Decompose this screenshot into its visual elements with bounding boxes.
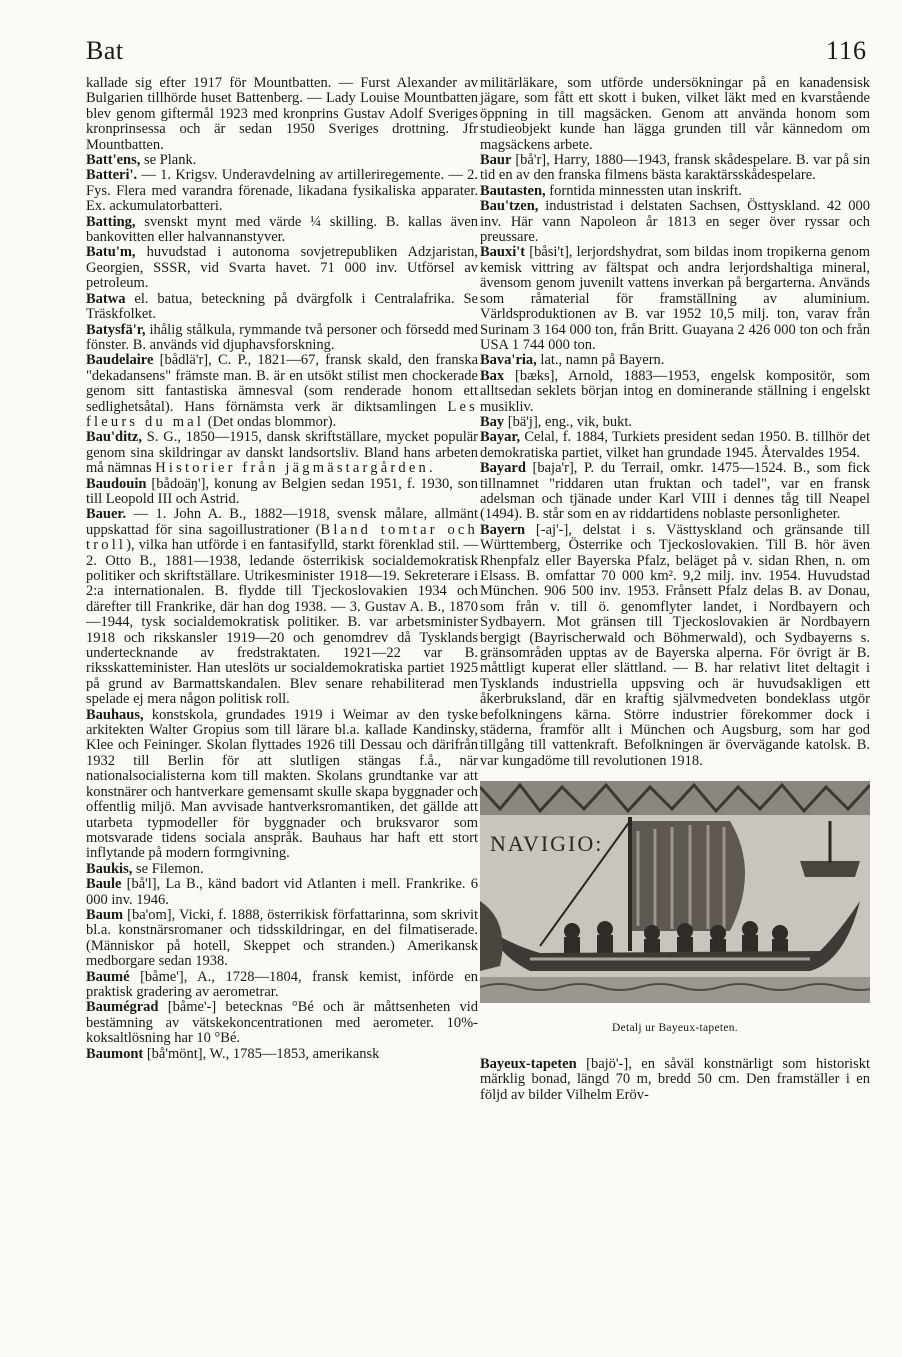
entry-text: se Filemon. [132,860,204,877]
entry-headword: Baum [86,906,124,923]
ship-sail [630,821,745,931]
bayeux-tapestry-figure [480,781,870,1036]
entry-text: el. batua, beteckning på dvärgfolk i Centralafrika. Se Träskfolket. [86,290,478,323]
dictionary-entry [86,323,478,354]
entry-text-after: . [428,460,433,477]
dictionary-entry [86,862,478,877]
entry-headword: Bay [480,413,505,430]
entry-spaced-title: Historier från jägmästargården [155,460,429,477]
right-column [480,76,870,1103]
entry-text: lat., namn på Bayern. [536,352,665,369]
entry-text: Celal, f. 1884, Turkiets president sedan 1950. B. tillhör det demokratiska partiet, vilket han grundade 1945. Återvaldes 1954. [480,429,870,461]
dictionary-entry [480,523,870,770]
dictionary-entry [480,369,870,415]
dictionary-entry [86,1047,478,1062]
entry-headword: Bax [480,367,505,384]
entry-text: industristad i delstaten Sachsen, Östtyskland. 42 000 inv. Här vann Napoleon år 1813 en seger över ryssar och preussare. [480,198,870,246]
right-column-entries [480,76,870,769]
tapestry-inscription: NAVIGIO: [490,831,604,857]
dictionary-entry [480,353,870,368]
dictionary-entry [86,1000,478,1046]
entry-text: [bå'r], Harry, 1880—1943, fransk skådespelare. B. var på sin tid en av den franska filmens bästa karaktärsskådespelare. [480,152,870,184]
dictionary-entry [480,184,870,199]
entry-headword: Bauhaus, [86,706,144,723]
dictionary-entry [480,245,870,353]
entry-headword: Baukis, [86,860,133,877]
entry-headword: Batwa [86,290,126,307]
entry-text: — 1. Krigsv. Underavdelning av artilleriregemente. — 2. Fys. Flera med varandra förenade, likadana fysikaliska apparater. Ex. ackumulatorbatteri. [86,167,478,215]
dictionary-entry [86,477,478,508]
dictionary-entry [86,245,478,291]
dictionary-entry [86,153,478,168]
entry-headword: Baur [480,152,512,169]
entry-headword: Batting, [86,213,136,230]
entry-text: S. G., 1850—1915, dansk skriftställare, mycket populär genom sina skildringar av danskt landsortsliv. Bland hans arbeten må nämnas [86,429,478,477]
entry-text: konstskola, grundades 1919 i Weimar av den tyske arkitekten Walter Gropius som till lärare bl.a. kallade Kandinsky, Klee och Feininger. Skolan flyttades 1926 till Dessau och därifrån 1932 till Berlin för att slutligen stängas f.å., när nationalsocialisterna kom till makten. Skolans grundtanke var att konstnärer och hantverkare gemensamt skulle skapa byggnader och offentlig miljö. Man avvisade hantverksromantiken, det gällde att utarbeta typmodeller för byggnader och bruksvaror som motsvarade tidens sociala anspråk. Bauhaus har haft ett stort inflytande på modern formgivning. [86,706,478,862]
entry-headword: Bautasten, [480,182,546,199]
entry-headword: Batteri'. [86,167,138,184]
dictionary-entry [480,76,870,153]
entry-text: ihålig stålkula, rymmande två personer och försedd med fönster. B. används vid djuphavsforskning. [86,321,478,353]
tapestry-illustration [480,781,870,1003]
entry-text: se Plank. [140,152,197,169]
entry-text-after: ), vilka han utförde i en fantasifylld, starkt förenklad stil. — 2. Otto B., 1881—1938, ledande österrikisk socialdemokratisk politiker och skriftställare. Utrikesminister 1918—19. Sekreterare i 2:a internationalen. B. flydde till Tjeckoslovakien 1934 och därefter till Frankrike, där han dog 1938. — 3. Gustav A. B., 1870—1944, tysk socialdemokratisk politiker. B. var arbetsminister 1918 och rikskansler 1919—20 och genomdrev då Tysklands undertecknande av fredstraktaten. 1921—22 var B. riksskatteminister. Han uteslöts ur socialdemokratiska partiet 1925 på grund av Barmattskandalen. Blev senare rehabiliterad men spelade ej mera någon politisk roll. [86,537,478,708]
dictionary-entry [86,215,478,246]
entry-headword: Baule [86,876,122,893]
entry-text: [ba'om], Vicki, f. 1888, österrikisk författarinna, som skrivit bl.a. konstnärsromaner och tidsskildringar, en del filmatiserade. (Människor på hotell, Skeppet och stranden.) Amerikansk medborgare sedan 1938. [86,906,478,970]
entry-headword: Batt'ens, [86,152,141,169]
dictionary-entry [480,415,870,430]
entry-text: — 1. John A. B., 1882—1918, svensk målare, allmänt uppskattad för sina sagoillustrationer ( [86,506,478,538]
entry-text: kallade sig efter 1917 för Mountbatten. — Furst Alexander av Bulgarien tillhörde huset Battenberg. — Lady Louise Mountbatten blev genom giftermål 1923 med kronprins Gustav Adolf Sveriges kronprinsessa och är sedan 1950 Sveriges drottning. Jfr Mountbatten. [86,75,478,153]
dictionary-entry [86,430,478,476]
entry-headword: Bauxi't [480,244,526,261]
entry-text: forntida minnessten utan inskrift. [545,182,742,199]
right-column-after-figure [480,1057,870,1103]
entry-text: [bajö'-], en såväl konstnärligt som historiskt märklig bonad, längd 70 m, bredd 50 cm. Den framställer i en följd av bilder Vilhelm Eröv- [480,1055,870,1103]
entry-headword: Bayard [480,460,526,477]
dictionary-entry [86,76,478,153]
distant-ship [800,861,860,877]
dictionary-entry [480,430,870,461]
dictionary-entry [86,908,478,970]
entry-headword: Bau'ditz, [86,429,142,446]
dictionary-entry [480,153,870,184]
entry-text: [baja'r], P. du Terrail, omkr. 1475—1524. B., som fick tillnamnet "riddaren utan fruktan och tadel", var en fransk adelsman och tjänade under Karl VIII i dennes tåg till Neapel (1494). B. står som en av riddartidens noblaste personligheter. [480,460,870,523]
entry-spaced-title: Les fleurs du mal [86,398,478,430]
running-head-word: Bat [86,36,124,65]
dictionary-entry [86,292,478,323]
dictionary-entry [86,708,478,862]
dictionary-entry [86,877,478,908]
entry-text: [bä'j], eng., vik, bukt. [504,413,633,430]
entry-headword: Bayern [480,521,526,538]
entry-text: [båme'-] betecknas °Bé och är måttsenheten vid bestämning av vätskekoncentrationen med aerometer. 10%-koksaltlösning har 10 °Bé. [86,999,478,1047]
entry-headword: Baumont [86,1045,144,1062]
entry-headword: Bayar, [480,429,521,446]
dictionary-entry [480,199,870,245]
entry-text: svenskt mynt med värde ¼ skilling. B. kallas även bankovitten eller halvannanstyver. [86,213,478,246]
entry-headword: Batysfä'r, [86,321,146,338]
entry-text: [båme'], A., 1728—1804, fransk kemist, införde en praktisk gradering av aerometrar. [86,968,478,1000]
entry-text-after: (Det ondas blommor). [204,413,337,430]
entry-headword: Bauer. [86,506,127,523]
dictionary-entry [86,168,478,214]
entry-text: [båsi't], lerjordshydrat, som bildas inom tropikerna genom kemisk vittring av fältspat och andra lerjordshaltiga mineral, ävensom genom juvenilt vattens inverkan på bergarterna. Används som råmaterial för framställning av aluminium. Världsproduktionen av B. var 1952 10,5 milj. ton, varav från Surinam 3 164 000 ton, från Britt. Guayana 2 426 000 ton och från USA 1 744 000 ton. [480,244,870,353]
entry-headword: Baumégrad [86,999,159,1016]
left-column [86,76,478,1062]
dictionary-entry [86,970,478,1001]
entry-text: [bæks], Arnold, 1883—1953, engelsk kompositör, som alltsedan seklets början intog en dominerande ställning i engelskt musikliv. [480,367,870,415]
entry-headword: Baumé [86,968,130,985]
dictionary-entry [86,507,478,707]
entry-text: [bå'l], La B., känd badort vid Atlanten i mell. Frankrike. 6 000 inv. 1946. [86,876,478,908]
entry-headword: Baudelaire [86,352,154,369]
entry-headword: Bau'tzen, [480,198,539,215]
entry-text: [bådoäŋ'], konung av Belgien sedan 1951, f. 1930, son till Leopold III och Astrid. [86,475,478,507]
entry-headword: Batu'm, [86,244,136,261]
dictionary-entry [480,461,870,523]
entry-headword: Baudouin [86,475,147,492]
entry-text: [-aj'-], delstat i s. Västtyskland och gränsande till Württemberg, Österrike och Tjeckoslovakien. Till B. hör även Rhenpfalz eller Bayerska Pfalz, beläget på v. sidan Rhen, n. om Elsass. B. omfattar 70 000 km². 9,2 milj. inv. 1954. Huvudstad München. 906 500 inv. 1953. Frånsett Pfalz delas B. av Donau, som från v. till ö. genomflyter landet, i Nordbayern och Sydbayern. Mot gränsen till Tjeckoslovakien är Nordbayern bergigt (Bayrischerwald och Böhmerwald), och Sydbayerns s. gränsområden upptas av de Bayerska alperna. För övrigt är B. måttligt kuperat eller slättland. — B. har relativt litet deltagit i Tysklands industriella uppsving och är huvudsakligen ett åkerbruksland, där en kraftig självmedveten bondeklass utgör befolkningens kärna. Större industrier förekommer dock i städerna, framför allt i München och Augsburg, som har god tillgång till vattenkraft. Befolkningen är övervägande katolsk. B. var kungadöme till revolutionen 1918. [480,521,870,769]
page-number: 116 [825,36,867,65]
entry-text: [bådlä'r], C. P., 1821—67, fransk skald, den franska "dekadansens" främste man. B. är en utsökt stilist men chockerade genom sitt fantastiska ämnesval (som renderade honom ett sedlighetsåtal). Hans förnämsta verk är diktsamlingen [86,352,478,415]
entry-text: militärläkare, som utförde undersökningar på en kanadensisk jägare, som fått ett skott i buken, vilket läkt med en kvarstående öppning in till magsäcken. Genom att använda honom som studieobjekt kunde han lägga grunden till vår kännedom om magsäckens arbete. [480,75,870,153]
figure-caption: Detalj ur Bayeux-tapeten. [612,1022,738,1035]
entry-text: huvudstad i autonoma sovjetrepubliken Adzjaristan, Georgien, SSSR, vid Svarta havet. 71 000 inv. Utförsel av petroleum. [86,244,478,292]
entry-headword: Bayeux-tapeten [480,1055,577,1072]
dictionary-entry [480,1057,870,1103]
entry-spaced-title: Bland tomtar och troll [86,521,479,554]
dictionary-entry [86,353,478,430]
entry-text: [bå'mönt], W., 1785—1853, amerikansk [143,1045,380,1062]
entry-headword: Bava'ria, [480,352,537,369]
